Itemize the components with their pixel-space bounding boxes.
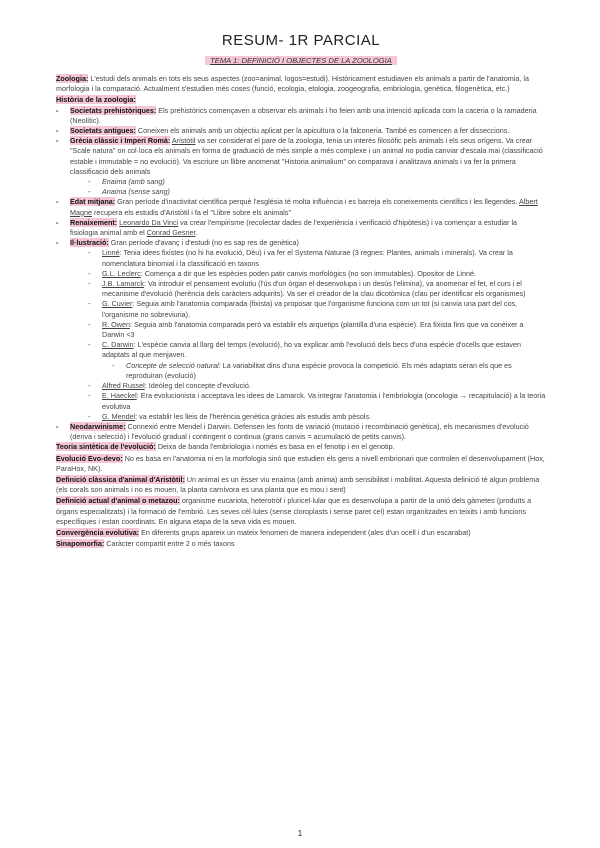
scientist-name: G. Cuvier [102, 299, 133, 309]
scientist-cuvier [86, 299, 546, 319]
definition-text: No es basa en l'anatomia ni en la morfologia sinó que estudien els gens a nivell embrionari que controlen el desenvolupament (Hox, ParaHox, NK). [56, 453, 545, 473]
darwin-sublist [112, 361, 546, 381]
scientist-name: Alfred Russel [102, 381, 145, 391]
history-text: . [195, 228, 198, 238]
history-text: Gran període d'inactivitat científica perquè l'església té molta influència i es barreja els coneixements científics i les llegendes. [115, 197, 520, 207]
zoologia-term: Zoologia: [56, 74, 89, 83]
history-text: recupera els estudis d'Aristòtil i fa el "Llibre sobre els animals" [91, 207, 292, 217]
definition-current-animal [56, 496, 546, 527]
history-text: Els prehistòrics començaven a observar els animals i ho feien amb una intenció aplicada com la caceria o la ramaderia (Neolític). [70, 105, 537, 125]
history-text: Gran període d'avanç i d'estudi (no es sap res de genètica) [108, 238, 299, 248]
history-term: Societats prehistòriques: [70, 105, 157, 115]
history-item-neodarwinism [56, 422, 546, 442]
history-term: Il·lustració: [70, 238, 109, 248]
history-text: va crear l'empirisme (recolectar dades de l'experiència i verificació d'hipòtesis) i va començar a estudiar la fisiologia animal amb el [70, 217, 518, 238]
scientist-text: : Va introduir el pensament evolutiu (l'ús d'un òrgan el desenvolupa i un desús l'elimina), va anomenar el fet, el curs i el mecanisme d'evolució (herència dels caràcters adquirits). Va ser el creador de la clau dicotòmica (clau per identificar els organismes) [102, 279, 526, 299]
scientist-leclerc [86, 269, 546, 279]
scientist-text: : Tenia idees fixistes (no hi ha evolució, Déu) i va fer el Systema Naturae (3 regnes: Plantes, animals i minerals). Va crear la nomenclatura binomial i la classificació en taxons [102, 248, 513, 268]
definition-convergence [56, 528, 546, 538]
scientist-linne [86, 248, 546, 268]
definition-text: Deixa de banda l'embriologia i només es basa en el fenotip i en el genotip. [155, 442, 395, 452]
page-subtitle [56, 50, 546, 68]
scientist-name: C. Darwin [102, 340, 134, 350]
natural-selection-text: La variabilitat dins d'una espècie provoca la competició. Els més adaptats seran els que es reproduiran (evolució) [126, 360, 512, 380]
scientist-haeckel [86, 391, 546, 411]
history-text: Coneixen els animals amb un objectiu aplicat per la apicultura o la falconeria. També es comencen a fer disseccions. [135, 126, 510, 136]
scientist-text: : Ideòleg del concepte d'evolució. [144, 381, 251, 391]
definition-term: Teoria sintètica de l'evolució: [56, 442, 156, 452]
scientist-name: R. Owen [102, 319, 130, 329]
definition-synthetic-theory [56, 442, 546, 452]
scientist-russel [86, 381, 546, 391]
history-list [56, 106, 546, 443]
definition-evo-devo [56, 454, 546, 474]
history-item-ancient [56, 126, 546, 136]
page-number: 1 [297, 829, 303, 838]
definition-term: Evolució Evo-devo: [56, 453, 123, 463]
definition-text: Un animal es un èsser viu enaima (amb anima) amb sensibilitat i mobilitat. Aquesta definició té algun problema (els corals son animals i no es mouen, la planta carnívora es una planta que es mou i sent) [56, 474, 540, 495]
scientist-name: G. Mendel [102, 411, 136, 421]
history-term: Grècia clàssic i Imperi Romà: [70, 136, 171, 146]
page-title: RESUM- 1R PARCIAL [221, 32, 381, 49]
scientist-text: : va establir les lleis de l'herència genètica gràcies als estudis amb pèsols. [135, 411, 372, 421]
definition-term: Convergència evolutiva: [56, 527, 140, 537]
scientist-text: : Seguia amb l'anatomia comparada però va establir els arquetips (plantilla d'una espècie). Era fixista fins que va conèixer a Darwin <3 [102, 319, 524, 340]
definition-term: Sinapomorfia: [56, 539, 105, 549]
scientist-name: G.L. Leclerc [102, 268, 141, 278]
definition-term: Definició clàssica d'animal d'Aristòtil: [56, 474, 185, 484]
scientist-name: Albert Magne [70, 197, 538, 217]
definition-text: Caràcter compartit entre 2 o més taxons [104, 539, 235, 549]
scientist-darwin [86, 340, 546, 381]
history-heading [56, 95, 546, 105]
scientist-text: : Seguia amb l'anatomia comparada (fixista) va proposar que l'organisme funciona com un tot (si canvia una part del cos, l'organisme no sobreviuria). [102, 299, 518, 319]
scientist-mendel [86, 412, 546, 422]
definition-term: Definició actual d'animal o metazou: [56, 496, 180, 506]
scientist-text: : L'espècie canvia al llarg del temps (evolució), ho va explicar amb l'evolució dels becs d'una espècie d'ocells que estaven adaptats al que menjaven. [102, 340, 522, 360]
history-item-enlightenment [56, 238, 546, 422]
zoologia-text: L'estudi dels animals en tots els seus aspectes (zoo=animal, logos=estudi). Històricament estudiaven els animals a partir de l'anatomia, la morfologia i la comparació. Actualment s'estudien més coses (funció, ecologia, etologia, zoogeografia, embriologia, genètica, filogenètica, etc.) [56, 74, 529, 94]
classification-anaima: - Anaima (sense sang) [86, 187, 546, 197]
scientist-list [86, 248, 546, 421]
classification-enaima: - Enaima (amb sang) [86, 177, 546, 187]
scientist-name: Leonardo Da Vinci [119, 217, 179, 227]
history-term: Societats antigues: [70, 126, 136, 136]
scientist-name: J.B. Lamarck [102, 279, 144, 289]
history-term: Neodarwinisme: [70, 421, 126, 431]
scientist-text: : Era evolucionista i acceptava les idees de Lamarck. Va integrar l'anatomia i l'embriologia (oncologia → recapitulació) a la teoria evolutiva [102, 391, 546, 411]
history-text: Connexió entre Mendel i Darwin. Defensen les fonts de variació (mutació i recombinació genètica), els mecanismes d'evolució (deriva i selecció) i l'evolució gradual i contingent o continua (grans canvis = acumulació de petits canvis). [70, 421, 529, 442]
scientist-lamarck [86, 279, 546, 299]
scientist-name: Linné [102, 248, 120, 258]
subtitle-text: TEMA 1: DEFINICIÓ I OBJECTES DE LA ZOOLOGIA [205, 56, 397, 65]
zoologia-definition [56, 74, 546, 94]
history-text: va ser considerat el pare de la zoologia, tenia un interès filosòfic pels animals i els seus orígens. Va crear "Scale natura" on col·loca els animals en forma de graduació de més simple a més complexe i un animal no podia canviar d'escala mai (classificació estable i immutable = no evolució). Va escriure un llibre anomenat "Historia animalium" on comparava i analitzava animals i va fer la primera classificació dels animals [70, 136, 543, 176]
history-item-middle-ages [56, 197, 546, 217]
scientist-text: : Comença a dir que les espècies poden patir canvis morfològics (no son immutables). Opositor de Linné. [140, 268, 476, 278]
scientist-name: Aristòtil [171, 136, 196, 146]
scientist-name: E. Haeckel [102, 391, 137, 401]
history-term: Renaixement: [70, 217, 118, 227]
natural-selection-term: Concepte de selecció natural: [126, 360, 221, 370]
history-item-renaissance [56, 218, 546, 238]
definition-classic-animal [56, 475, 546, 495]
history-term: Edat mitjana: [70, 197, 116, 207]
history-item-prehistoric [56, 106, 546, 126]
natural-selection [112, 361, 546, 381]
scientist-owen [86, 320, 546, 340]
definition-synapomorphy [56, 539, 546, 549]
history-item-greece-rome [56, 136, 546, 197]
scientist-name: Conrad Gesner [146, 228, 196, 238]
history-heading-text: Història de la zoologia: [56, 95, 136, 105]
definition-text: organisme eucariota, heterotròf i pluricel·lular que es desenvolupa a partir de la unió dels gàmetes (produïts a òrgans especialitzats) i la formació de l'embrió. Les seves cèl·lules (sense cloroplasts i sense paret cel) estan organitzades en teixits i amb funcions específiques i estan coordinats. En alguna etapa de la seva vida es mouen. [56, 496, 532, 526]
definition-text: En diferents grups apareix un mateix fenomen de manera independent (ales d'un ocell i d'un escarabat) [139, 527, 471, 537]
animal-classification-list [86, 177, 546, 197]
